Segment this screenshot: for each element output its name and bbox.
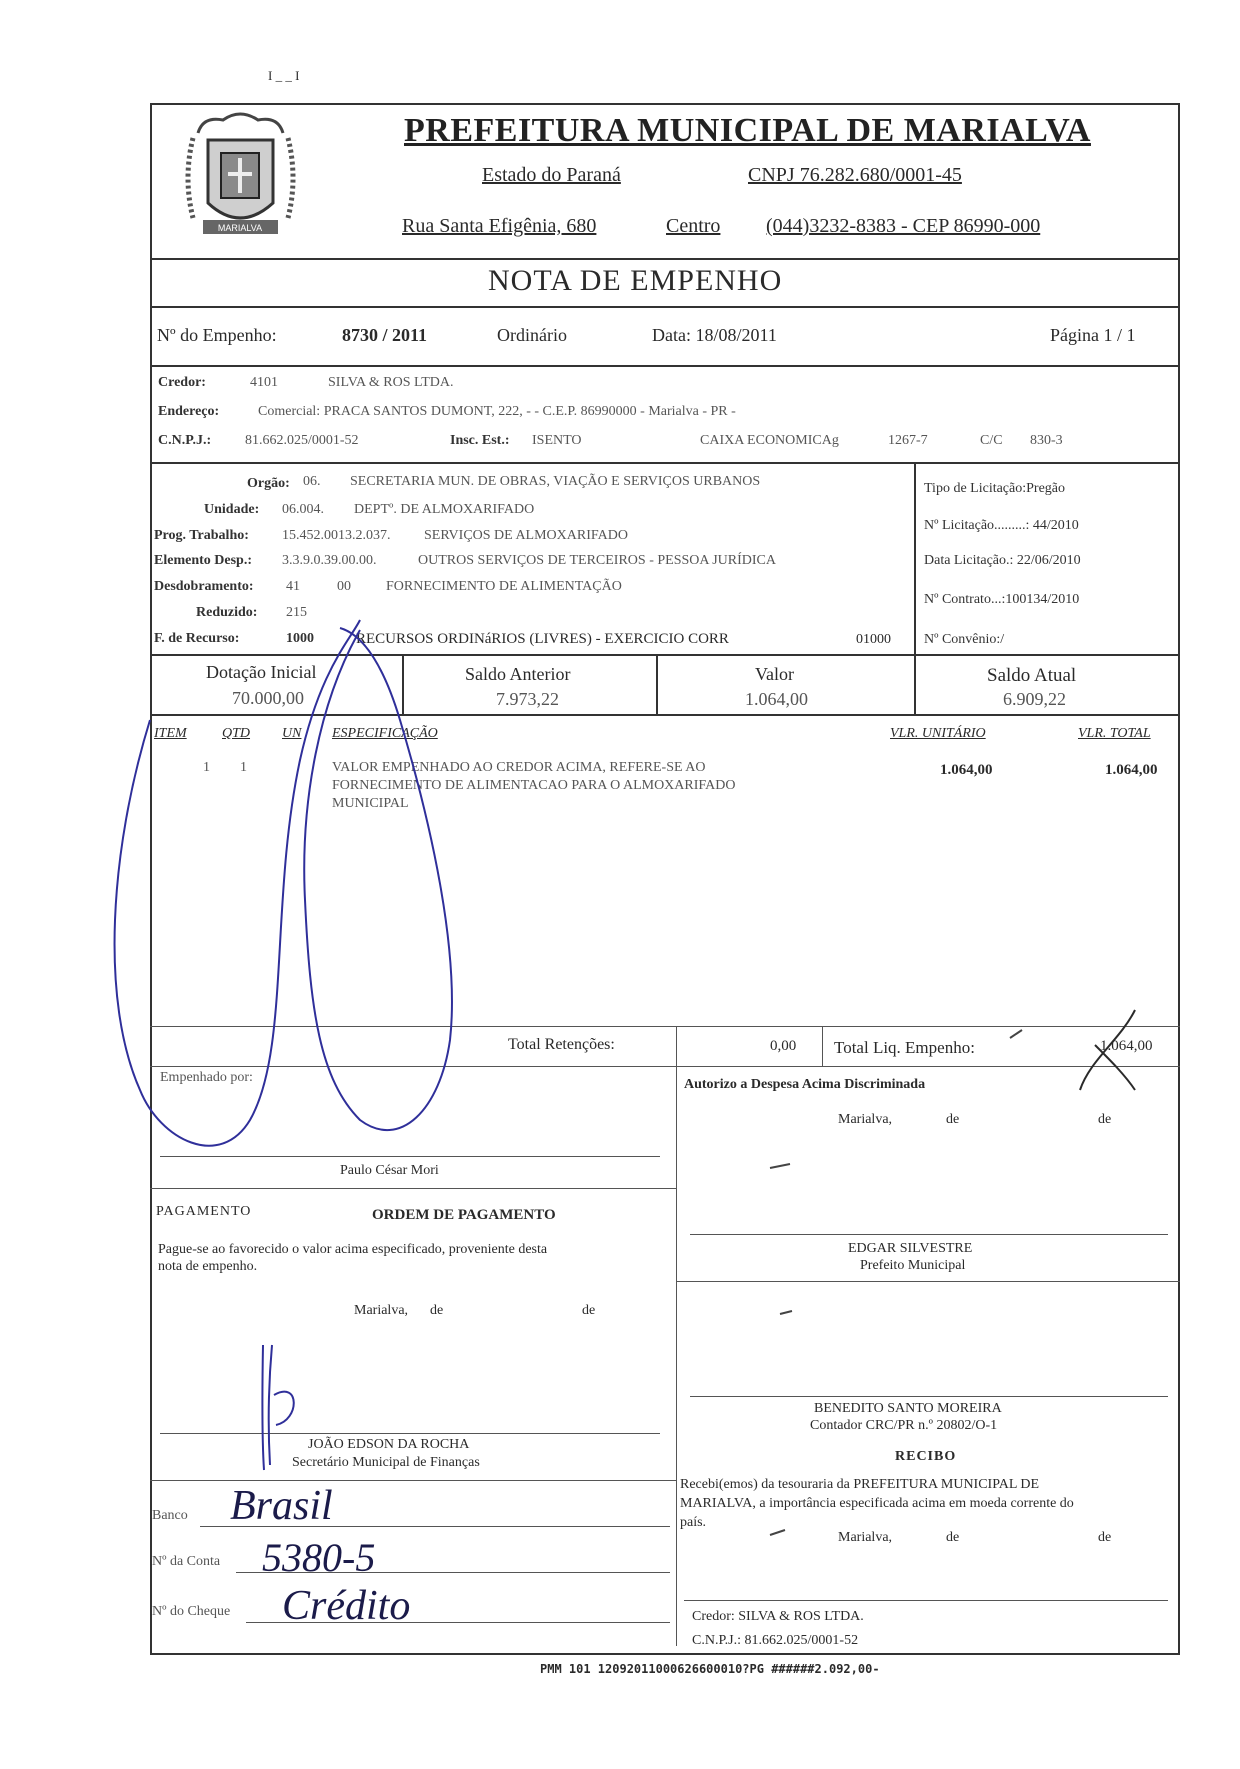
insc-value: ISENTO [532,433,582,448]
col-un: UN [282,726,302,741]
fonte-desc: RECURSOS ORDINáRIOS (LIVRES) - EXERCICIO CORR [356,631,729,647]
secretario-name: JOÃO EDSON DA ROCHA [308,1437,470,1452]
cheque-handwritten: Crédito [282,1583,411,1629]
prog-label: Prog. Trabalho: [154,528,249,543]
bank-agency: 1267-7 [888,433,928,448]
autorizo-de-2: de [1098,1112,1112,1127]
empenho-type: Ordinário [497,325,567,345]
recibo-title: RECIBO [895,1449,957,1464]
pagamento-text-line2: nota de empenho. [158,1259,258,1274]
recibo-text-line2: MARIALVA, a importância especificada acima em moeda corrente do [680,1496,1074,1511]
prefeito-name: EDGAR SILVESTRE [848,1241,973,1256]
svg-text:MARIALVA: MARIALVA [217,223,263,233]
credor-code: 4101 [250,375,278,390]
prog-desc: SERVIÇOS DE ALMOXARIFADO [424,528,628,543]
banco-label: Banco [152,1508,188,1523]
licitacao-contrato: Nº Contrato...:100134/2010 [924,592,1080,607]
credor-label: Credor: [158,375,206,390]
footer-print-code: PMM 101 12092011000626600010?PG ######2.092,00- [540,1662,880,1676]
pagamento-de-2: de [582,1303,596,1318]
pagamento-place: Marialva, [354,1303,409,1318]
credor-cnpj-label: C.N.P.J.: [158,433,212,448]
pagamento-text-line1: Pague-se ao favorecido o valor acima especificado, proveniente desta [158,1242,548,1257]
phone-cep: (044)3232-8383 - CEP 86990-000 [766,215,1041,237]
address-street: Rua Santa Efigênia, 680 [402,215,597,237]
prog-code: 15.452.0013.2.037. [282,528,391,543]
recibo-credor: Credor: SILVA & ROS LTDA. [692,1609,864,1624]
saldo-atual-value: 6.909,22 [1003,689,1066,709]
fonte-sub-code: 01000 [856,632,891,647]
banco-handwritten: Brasil [230,1483,333,1529]
dotacao-label: Dotação Inicial [206,662,317,682]
recibo-place: Marialva, [838,1530,893,1545]
page-number: Página 1 / 1 [1050,325,1136,345]
item-unit-value: 1.064,00 [940,762,993,778]
conta-handwritten: 5380-5 [262,1535,376,1580]
conta-label: Nº da Conta [152,1554,221,1569]
item-number: 1 [203,760,210,775]
valor-label: Valor [755,664,794,684]
licitacao-tipo: Tipo de Licitação:Pregão [924,481,1066,496]
col-vlr-total: VLR. TOTAL [1078,726,1151,741]
autorizo-place: Marialva, [838,1112,893,1127]
col-item: ITEM [154,726,187,741]
prefeitura-title: PREFEITURA MUNICIPAL DE MARIALVA [404,112,1091,149]
unidade-label: Unidade: [204,502,260,517]
fonte-code: 1000 [286,631,314,646]
recibo-de-2: de [1098,1530,1112,1545]
item-desc-line1: VALOR EMPENHADO AO CREDOR ACIMA, REFERE-SE AO [332,760,706,775]
liquido-label: Total Liq. Empenho: [834,1038,975,1057]
cc-number: 830-3 [1030,433,1063,448]
unidade-code: 06.004. [282,502,324,517]
empenhado-por-label: Empenhado por: [160,1070,253,1085]
recibo-de-1: de [946,1530,960,1545]
cnpj-prefeitura: CNPJ 76.282.680/0001-45 [748,164,962,186]
saldo-atual-label: Saldo Atual [987,665,1077,686]
empenhado-por-name: Paulo César Mori [340,1163,439,1178]
desdobramento-label: Desdobramento: [154,579,254,594]
dotacao-value: 70.000,00 [232,688,304,708]
item-desc-line2: FORNECIMENTO DE ALIMENTACAO PARA O ALMOXARIFADO [332,778,736,793]
pagamento-de-1: de [430,1303,444,1318]
recibo-text-line3: país. [680,1515,707,1530]
contador-title: Contador CRC/PR n.º 20802/O-1 [810,1418,998,1433]
elemento-desc: OUTROS SERVIÇOS DE TERCEIROS - PESSOA JURÍDICA [418,553,777,568]
retencoes-value: 0,00 [770,1038,797,1054]
cc-label: C/C [980,433,1003,448]
elemento-code: 3.3.9.0.39.00.00. [282,553,377,568]
empenho-date: Data: 18/08/2011 [652,325,777,345]
reduzido-code: 215 [286,605,307,620]
autorizo-text: Autorizo a Despesa Acima Discriminada [684,1077,926,1092]
autorizo-de-1: de [946,1112,960,1127]
recibo-cnpj: C.N.P.J.: 81.662.025/0001-52 [692,1633,859,1648]
item-total-value: 1.064,00 [1105,762,1158,778]
orgao-label: Orgão: [247,476,290,491]
licitacao-numero: Nº Licitação.........: 44/2010 [924,518,1079,533]
pagamento-label: PAGAMENTO [156,1204,252,1219]
insc-label: Insc. Est.: [450,433,510,448]
secretario-title: Secretário Municipal de Finanças [292,1455,480,1470]
endereco-label: Endereço: [158,404,220,419]
state-name: Estado do Paraná [482,164,621,186]
empenho-number: 8730 / 2011 [342,325,428,345]
cheque-label: Nº do Cheque [152,1604,231,1619]
unidade-desc: DEPTº. DE ALMOXARIFADO [354,502,535,517]
col-qtd: QTD [222,726,251,741]
orgao-desc: SECRETARIA MUN. DE OBRAS, VIAÇÃO E SERVIÇOS URBANOS [350,474,761,489]
credor-name: SILVA & ROS LTDA. [328,375,454,390]
saldo-anterior-value: 7.973,22 [496,689,559,709]
orgao-code: 06. [303,474,321,489]
contador-name: BENEDITO SANTO MOREIRA [814,1401,1002,1416]
valor-value: 1.064,00 [745,689,808,709]
empenho-number-label: Nº do Empenho: [157,325,277,345]
desdobramento-code: 41 [286,579,300,594]
fonte-label: F. de Recurso: [154,631,240,646]
ordem-pagamento-title: ORDEM DE PAGAMENTO [372,1207,556,1223]
liquido-value: 1.064,00 [1100,1038,1153,1054]
municipal-crest-icon [183,108,298,250]
prefeito-title: Prefeito Municipal [860,1258,966,1273]
recibo-text-line1: Recebi(emos) da tesouraria da PREFEITURA MUNICIPAL DE [680,1477,1040,1492]
licitacao-convenio: Nº Convênio:/ [924,632,1005,647]
licitacao-data: Data Licitação.: 22/06/2010 [924,553,1081,568]
document-title: NOTA DE EMPENHO [488,264,783,297]
item-qtd: 1 [240,760,247,775]
col-vlr-unitario: VLR. UNITÁRIO [890,726,986,741]
retencoes-label: Total Retenções: [508,1036,615,1053]
credor-address: Comercial: PRACA SANTOS DUMONT, 222, - - C.E.P. 86990000 - Marialva - PR - [258,404,736,419]
address-district: Centro [666,215,721,237]
desdobramento-desc: FORNECIMENTO DE ALIMENTAÇÃO [386,579,622,594]
credor-cnpj: 81.662.025/0001-52 [245,433,359,448]
reduzido-label: Reduzido: [196,605,258,620]
elemento-label: Elemento Desp.: [154,553,252,568]
col-especificacao: ESPECIFICAÇÃO [332,726,438,741]
item-desc-line3: MUNICIPAL [332,796,409,811]
desdobramento-code-2: 00 [337,579,351,594]
saldo-anterior-label: Saldo Anterior [465,664,571,684]
top-mark: I _ _ I [268,68,300,83]
bank-name: CAIXA ECONOMICAg [700,433,839,448]
